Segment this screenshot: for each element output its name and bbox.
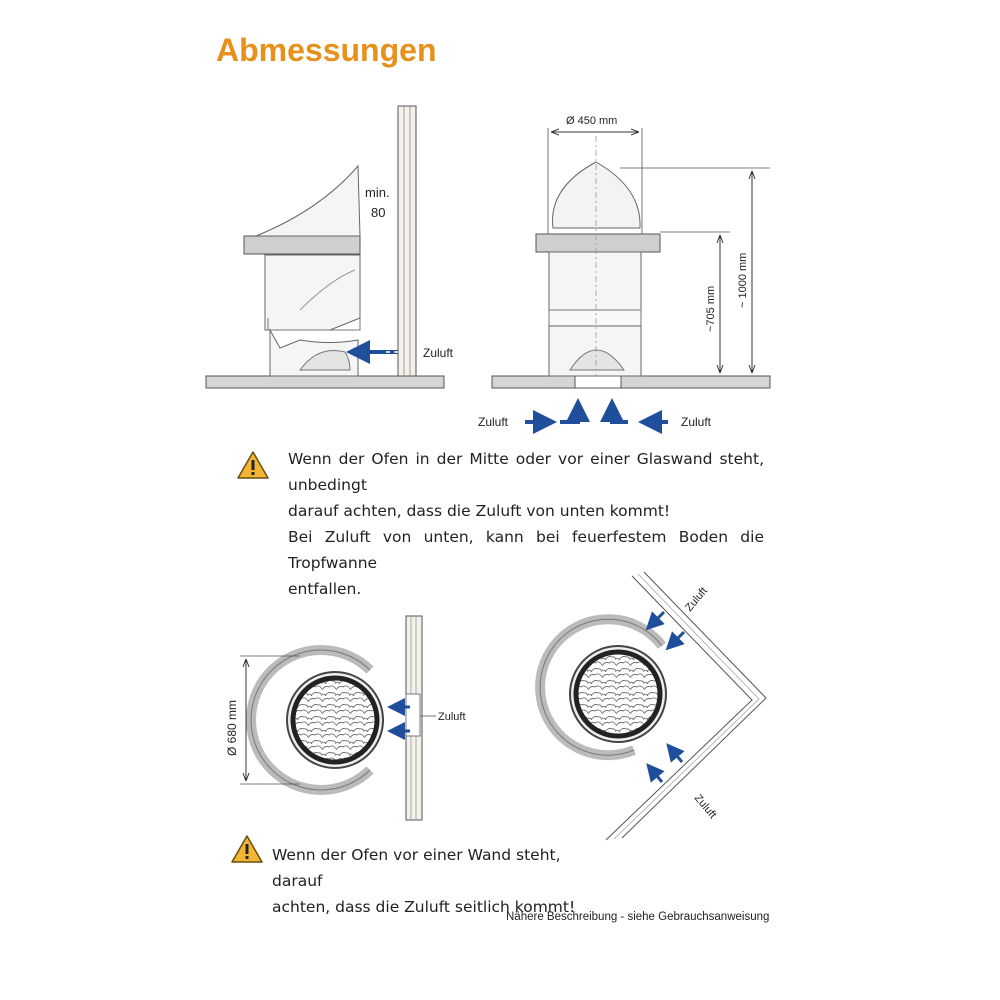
front-height-label-small: ~705 mm (705, 285, 717, 332)
front-air-right-label: Zuluft (681, 415, 712, 429)
side-air-note (272, 842, 612, 920)
note-line: Wenn der Ofen in der Mitte oder vor einer Glaswand steht, unbedingt (288, 450, 764, 494)
note-line: Wenn der Ofen vor einer Wand steht, darauf (272, 846, 561, 890)
warning-icon (236, 450, 270, 480)
bottom-air-note (288, 446, 764, 602)
wall-air-label: Zuluft (438, 711, 466, 723)
warning-icon (230, 834, 264, 864)
stove-shelf-side (244, 236, 360, 254)
front-view-drawing (478, 115, 770, 429)
clearance-label-1: min. (365, 185, 390, 200)
footer-reference: Nähere Beschreibung - siehe Gebrauchsanweisung (506, 911, 770, 923)
front-diameter-label: Ø 450 mm (566, 115, 618, 127)
front-air-left-label: Zuluft (478, 415, 509, 429)
front-height-label-large: ~ 1000 mm (737, 252, 749, 308)
corner-air-label-bottom: Zuluft (691, 792, 719, 822)
side-view-drawing (206, 106, 454, 388)
top-view-wall-drawing (225, 616, 466, 820)
side-wall (398, 106, 416, 376)
note-line: entfallen. (288, 580, 362, 598)
floor-slab (206, 376, 444, 388)
wall-diameter-label: Ø 680 mm (225, 699, 239, 756)
side-air-label: Zuluft (423, 346, 454, 360)
air-arrows-front (525, 410, 668, 422)
clearance-label-2: 80 (371, 205, 386, 220)
top-view-corner-drawing (525, 572, 766, 840)
note-line: darauf achten, dass die Zuluft von unten kommt! (288, 502, 671, 520)
note-line: achten, dass die Zuluft seitlich kommt! (272, 898, 576, 916)
floor-slab-front (492, 376, 770, 388)
corner-air-label-top: Zuluft (683, 585, 710, 614)
note-line: Bei Zuluft von unten, kann bei feuerfestem Boden die Tropfwanne (288, 528, 764, 572)
stove-shelf-front (536, 234, 660, 252)
page-title: Abmessungen (216, 32, 437, 68)
